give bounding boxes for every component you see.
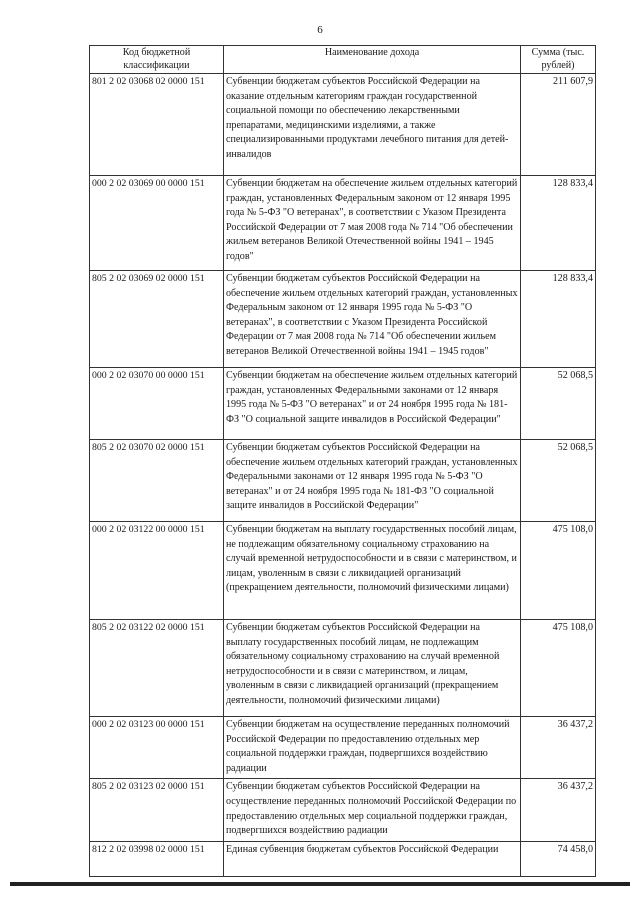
header-sum: Сумма (тыс. рублей) [521, 46, 596, 74]
table-row [90, 522, 596, 620]
row-code: 801 2 02 03068 02 0000 151 [90, 74, 224, 176]
table-row [90, 620, 596, 717]
row-code: 000 2 02 03069 00 0000 151 [90, 176, 224, 271]
row-name: Субвенции бюджетам субъектов Российской Федерации на обеспечение жильем отдельных категорий граждан, установленных Федеральным законом от 12 января 1995 года № 5-ФЗ "О ветеранах", в соответствии с Указом Президента Российской Федерации от 7 мая 2008 года № 714 "Об обеспечении жильем ветеранов Великой Отечественной войны 1941 – 1945 годов" [224, 271, 521, 368]
page-bottom-divider [10, 882, 630, 886]
row-code: 812 2 02 03998 02 0000 151 [90, 841, 224, 876]
row-sum: 36 437,2 [521, 717, 596, 779]
row-code: 805 2 02 03069 02 0000 151 [90, 271, 224, 368]
page-number: 6 [317, 24, 323, 36]
row-name: Субвенции бюджетам на выплату государственных пособий лицам, не подлежащим обязательному социальному страхованию на случай временной нетрудоспособности и в связи с материнством, и лицам, уволенным в связи с ликвидацией организаций (прекращением деятельности, полномочий физическими лицами) [224, 522, 521, 620]
row-sum: 52 068,5 [521, 440, 596, 522]
row-name: Субвенции бюджетам субъектов Российской Федерации на выплату государственных пособий лицам, не подлежащим обязательному социальному страхованию на случай временной нетрудоспособности и в связи с материнством, и лицам, уволенным в связи с ликвидацией организаций (прекращением деятельности, полномочий физическими лицами) [224, 620, 521, 717]
table-header-row [90, 46, 596, 74]
table-row [90, 74, 596, 176]
header-code: Код бюджетной классификации [90, 46, 224, 74]
row-code: 000 2 02 03123 00 0000 151 [90, 717, 224, 779]
row-sum: 74 458,0 [521, 841, 596, 876]
row-name: Субвенции бюджетам субъектов Российской Федерации на оказание отдельным категориям граждан государственной социальной помощи по обеспечению лекарственными препаратами, медицинскими изделиями, а также специализированными продуктами лечебного питания для детей-инвалидов [224, 74, 521, 176]
row-sum: 211 607,9 [521, 74, 596, 176]
table-row [90, 717, 596, 779]
table-row [90, 841, 596, 876]
row-sum: 52 068,5 [521, 368, 596, 440]
header-name: Наименование дохода [224, 46, 521, 74]
row-code: 000 2 02 03122 00 0000 151 [90, 522, 224, 620]
row-name: Субвенции бюджетам на осуществление переданных полномочий Российской Федерации по предоставлению отдельных мер социальной поддержки граждан, подвергшихся воздействию радиации [224, 717, 521, 779]
table-row [90, 440, 596, 522]
row-code: 805 2 02 03123 02 0000 151 [90, 779, 224, 841]
table-row [90, 271, 596, 368]
row-name: Субвенции бюджетам на обеспечение жильем отдельных категорий граждан, установленных Федеральными законами от 12 января 1995 года № 5-ФЗ "О ветеранах" и от 24 ноября 1995 года № 181-ФЗ "О социальной защите инвалидов в Российской Федерации" [224, 368, 521, 440]
row-sum: 36 437,2 [521, 779, 596, 841]
row-code: 000 2 02 03070 00 0000 151 [90, 368, 224, 440]
row-code: 805 2 02 03122 02 0000 151 [90, 620, 224, 717]
row-name: Субвенции бюджетам субъектов Российской Федерации на обеспечение жильем отдельных категорий граждан, установленных Федеральными законами от 12 января 1995 года № 5-ФЗ "О ветеранах" и от 24 ноября 1995 года № 181-ФЗ "О социальной защите инвалидов в Российской Федерации" [224, 440, 521, 522]
row-name: Единая субвенция бюджетам субъектов Российской Федерации [224, 841, 521, 876]
row-code: 805 2 02 03070 02 0000 151 [90, 440, 224, 522]
row-sum: 475 108,0 [521, 522, 596, 620]
table-row [90, 176, 596, 271]
budget-revenue-table [89, 45, 596, 877]
table-row [90, 368, 596, 440]
row-sum: 128 833,4 [521, 271, 596, 368]
table-row [90, 779, 596, 841]
row-sum: 128 833,4 [521, 176, 596, 271]
row-name: Субвенции бюджетам на обеспечение жильем отдельных категорий граждан, установленных Федеральным законом от 12 января 1995 года № 5-ФЗ "О ветеранах", в соответствии с Указом Президента Российской Федерации от 7 мая 2008 года № 714 "Об обеспечении жильем ветеранов Великой Отечественной войны 1941 – 1945 годов" [224, 176, 521, 271]
row-name: Субвенции бюджетам субъектов Российской Федерации на осуществление переданных полномочий Российской Федерации по предоставлению отдельных мер социальной поддержки граждан, подвергшихся воздействию радиации [224, 779, 521, 841]
row-sum: 475 108,0 [521, 620, 596, 717]
